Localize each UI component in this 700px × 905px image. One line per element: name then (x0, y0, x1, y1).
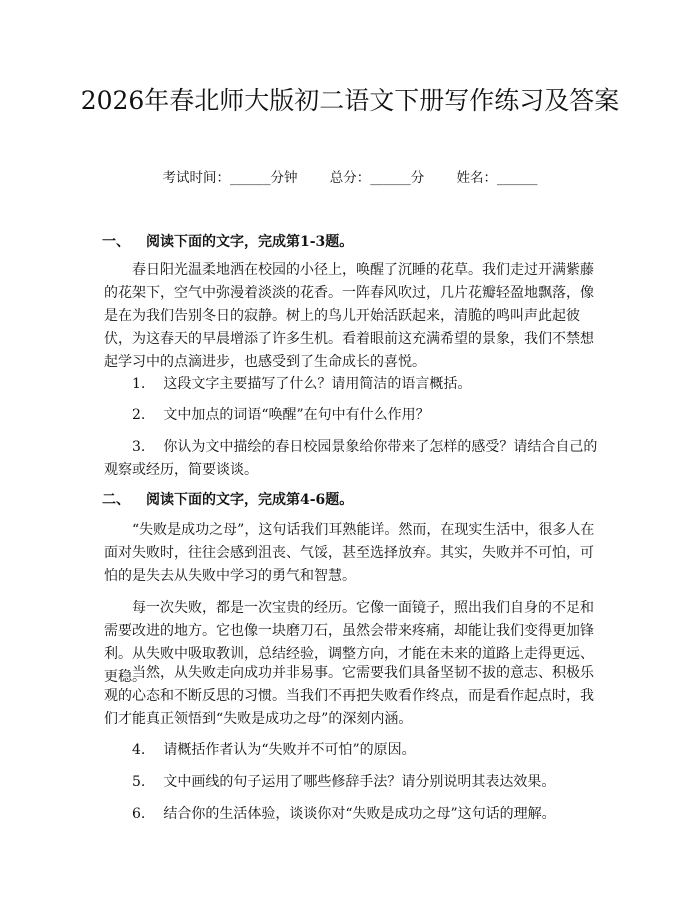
question-1 (104, 373, 598, 396)
question-number: 6. (132, 806, 146, 822)
question-text: 文中画线的句子运用了哪些修辞手法？请分别说明其表达效果。 (163, 774, 556, 790)
question-6 (104, 803, 598, 826)
section-2-title: 阅读下面的文字，完成第4-6题。 (146, 492, 354, 508)
section-1-title: 阅读下面的文字，完成第1-3题。 (146, 234, 354, 250)
question-2 (104, 404, 598, 427)
question-number: 2. (132, 407, 146, 423)
question-3 (104, 436, 598, 482)
question-5 (104, 771, 598, 794)
section-1-heading (102, 232, 353, 252)
question-text: 请概括作者认为“失败并不可怕”的原因。 (163, 742, 416, 758)
section-2-number: 二、 (102, 492, 130, 508)
section-2-passage-1: “失败是成功之母”，这句话我们耳熟能详。然而，在现实生活中，很多人在面对失败时，往往会感到沮丧、气馁，甚至选择放弃。其实，失败并不可怕，可怕的是失去从失败中学习的勇气和智慧。 (104, 522, 595, 584)
question-number: 4. (132, 742, 146, 758)
section-1-passage: 春日阳光温柔地洒在校园的小径上，唤醒了沉睡的花草。我们走过开满紫藤的花架下，空气中弥漫着淡淡的花香。一阵春风吹过，几片花瓣轻盈地飘落，像是在为我们告别冬日的寂静。树上的鸟儿开始活跃起来，清脆的鸣叫声此起彼伏，为这春天的早晨增添了许多生机。看着眼前这充满希望的景象，我们不禁想起学习中的点滴进步，也感受到了生命成长的喜悦。 (104, 262, 594, 370)
question-number: 1. (132, 376, 146, 392)
section-2-heading (102, 490, 353, 510)
question-number: 5. (132, 774, 146, 790)
exam-meta (0, 168, 700, 188)
question-text: 这段文字主要描写了什么？请用简洁的语言概括。 (163, 376, 472, 392)
exam-total-score: 总分：______分 (329, 170, 425, 186)
exam-time: 考试时间：______分钟 (162, 170, 298, 186)
page-title: 2026年春北师大版初二语文下册写作练习及答案 (80, 86, 620, 115)
section-2-passage-2: 每一次失败，都是一次宝贵的经历。它像一面镜子，照出我们自身的不足和需要改进的地方。它也像一块磨刀石，虽然会带来疼痛，却能让我们变得更加锋利。从失败中吸取教训，总结经验，调整方向，才能在未来的道路上走得更远、更稳。 (104, 600, 594, 685)
section-1-number: 一、 (102, 234, 130, 250)
question-4 (104, 739, 598, 762)
section-2-passage-3: 当然，从失败走向成功并非易事。它需要我们具备坚韧不拔的意志、积极乐观的心态和不断反思的习惯。当我们不再把失败看作终点，而是看作起点时，我们才能真正领悟到“失败是成功之母”的深刻内涵。 (104, 665, 594, 727)
question-text: 结合你的生活体验，谈谈你对“失败是成功之母”这句话的理解。 (163, 806, 556, 822)
question-text: 文中加点的词语“唤醒”在句中有什么作用？ (163, 407, 430, 423)
question-text: 你认为文中描绘的春日校园景象给你带来了怎样的感受？请结合自己的观察或经历，简要谈谈。 (104, 439, 598, 478)
question-number: 3. (132, 439, 146, 455)
student-name: 姓名：______ (456, 170, 538, 186)
